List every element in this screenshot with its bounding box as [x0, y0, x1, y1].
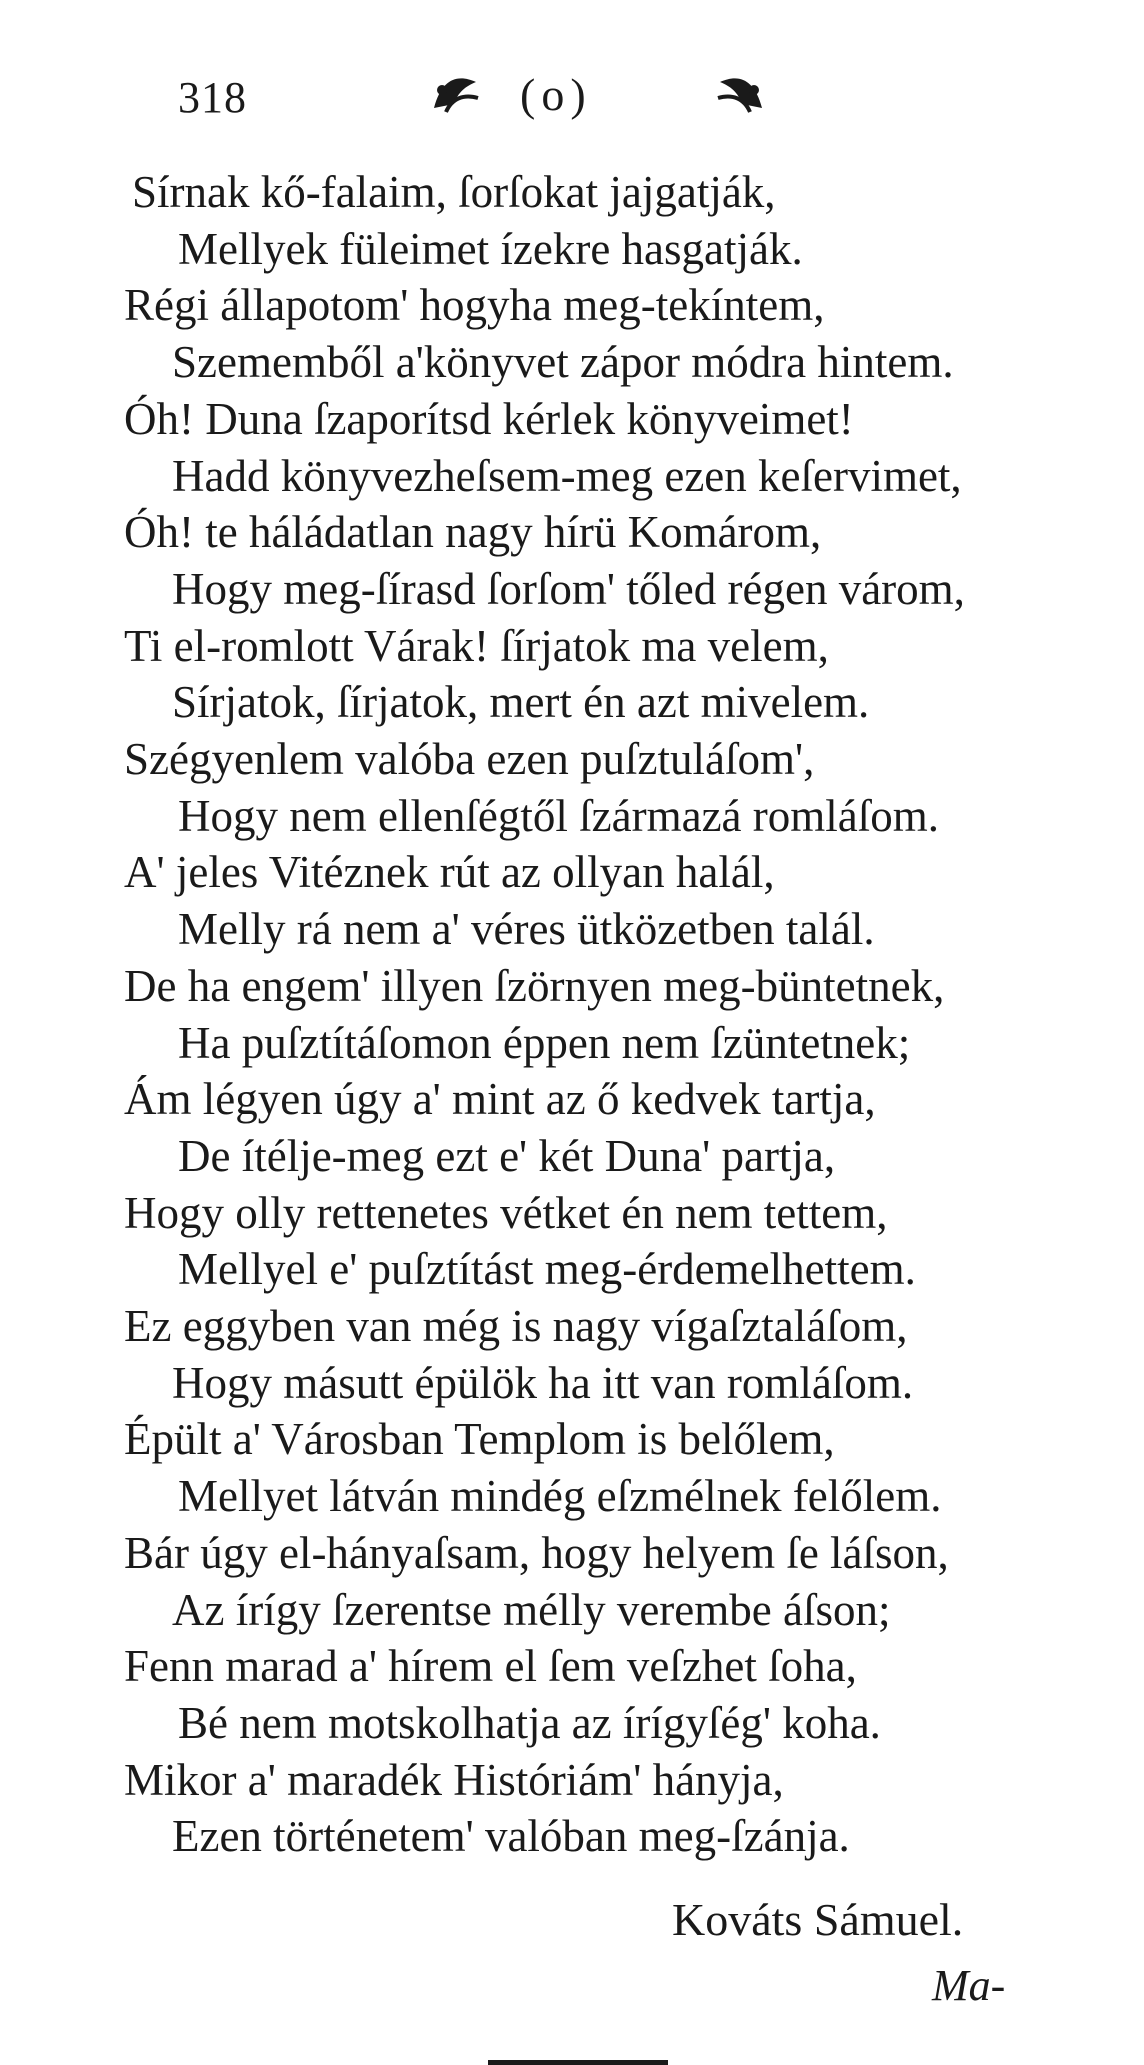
poem-line: Épült a' Városban Templom is belőlem,: [124, 1414, 835, 1465]
poem-line: Ha puſztítáſomon éppen nem ſzüntetnek;: [178, 1017, 911, 1068]
poem-line: Ám légyen úgy a' mint az ő kedvek tartja,: [124, 1074, 876, 1125]
poem-line: Régi állapotom' hogyha meg-tekíntem,: [124, 280, 825, 331]
poem-line: De ha engem' illyen ſzörnyen meg-büntetnek,: [124, 960, 945, 1011]
catchword: Ma-: [932, 1961, 1006, 2010]
poem-line: Mellyet látván mindég eſzmélnek felőlem.: [178, 1471, 942, 1522]
poem-line: Óh! Duna ſzaporítsd kérlek könyveimet!: [124, 393, 854, 444]
page-header: [0, 64, 1144, 134]
fleuron-icon: [712, 68, 768, 118]
poem-line: Sírjatok, ſírjatok, mert én azt mivelem.: [172, 677, 870, 728]
poem-line: Sírnak kő-falaim, ſorſokat jajgatják,: [132, 167, 776, 217]
author-signature: Kováts Sámuel.: [672, 1894, 964, 1945]
poem-line: Ezen történetem' valóban meg-ſzánja.: [172, 1811, 850, 1862]
poem-line: Szememből a'könyvet zápor módra hintem.: [172, 337, 954, 388]
poem-line: Az írígy ſzerentse mélly verembe áſson;: [172, 1584, 891, 1635]
poem-line: A' jeles Vitéznek rút az ollyan halál,: [124, 847, 775, 898]
poem-line: Szégyenlem valóba ezen puſztuláſom',: [124, 734, 815, 784]
poem-line: Bé nem motskolhatja az írígyſég' koha.: [178, 1697, 881, 1748]
poem-line: Mellyel e' puſztítást meg-érdemelhettem.: [178, 1244, 916, 1295]
poem-line: Ti el-romlott Várak! ſírjatok ma velem,: [124, 620, 829, 671]
poem-line: Hadd könyvezheſsem-meg ezen keſervimet,: [172, 450, 962, 501]
poem-line: Óh! te háládatlan nagy hírü Komárom,: [124, 507, 822, 558]
page-number: 318: [178, 73, 247, 122]
poem-line: Hogy nem ellenſégtől ſzármazá romláſom.: [178, 790, 939, 841]
header-marker: (o): [520, 69, 592, 120]
poem-line: De ítélje-meg ezt e' két Duna' partja,: [178, 1130, 836, 1181]
poem-line: Bár úgy el-hányaſsam, hogy helyem ſe láſson,: [124, 1527, 949, 1578]
poem-line: Fenn marad a' hírem el ſem veſzhet ſoha,: [124, 1641, 857, 1692]
poem-line: Mikor a' maradék Históriám' hányja,: [124, 1754, 784, 1805]
fleuron-icon: [428, 68, 484, 118]
poem-line: Mellyek füleimet ízekre hasgatják.: [178, 223, 803, 274]
poem-line: Melly rá nem a' véres ütközetben talál.: [178, 904, 875, 955]
poem-line: Hogy olly rettenetes vétket én nem tettem,: [124, 1187, 888, 1238]
poem-line: Hogy másutt épülök ha itt van romláſom.: [172, 1357, 914, 1408]
poem-line: Hogy meg-ſírasd ſorſom' tőled régen várom,: [172, 563, 965, 614]
poem-line: Ez eggyben van még is nagy vígaſztaláſom,: [124, 1301, 908, 1351]
end-rule: [488, 2060, 668, 2065]
